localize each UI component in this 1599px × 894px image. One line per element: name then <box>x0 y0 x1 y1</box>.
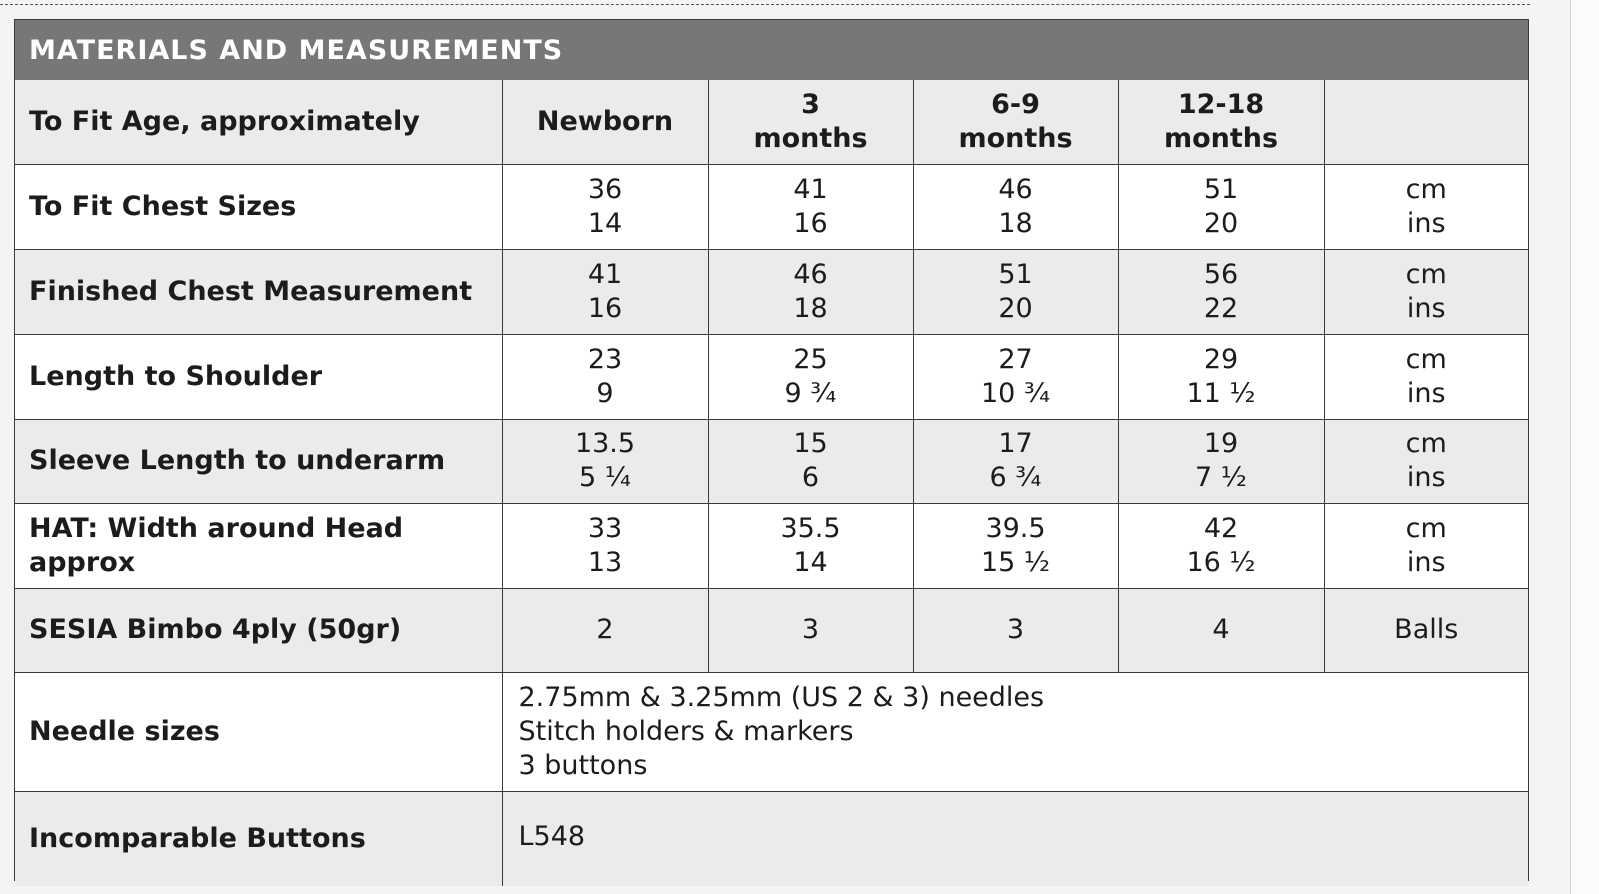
row-label: HAT: Width around Head approx <box>15 503 502 588</box>
table-cell: 46 18 <box>708 249 913 334</box>
size-header-newborn: Newborn <box>502 80 708 164</box>
row-label: Sleeve Length to underarm <box>15 419 502 503</box>
table-cell: 35.5 14 <box>708 503 913 588</box>
table-cell: 56 22 <box>1118 249 1324 334</box>
table-row <box>15 334 1528 419</box>
unit-cell: cm ins <box>1324 334 1528 419</box>
table-cell: 13.5 5 ¼ <box>502 419 708 503</box>
table-cell: 41 16 <box>708 164 913 249</box>
row-label: Incomparable Buttons <box>15 791 502 886</box>
table-row-buttons <box>15 791 1528 886</box>
table-cell: 3 <box>913 588 1118 672</box>
buttons-code: L548 <box>502 791 1528 886</box>
row-label: To Fit Age, approximately <box>15 80 502 164</box>
size-header-3-months: 3 months <box>708 80 913 164</box>
table-cell: 2 <box>502 588 708 672</box>
table-cell: 39.5 15 ½ <box>913 503 1118 588</box>
table-row-needles <box>15 672 1528 791</box>
row-label: To Fit Chest Sizes <box>15 164 502 249</box>
table-row <box>15 249 1528 334</box>
table-cell: 17 6 ¾ <box>913 419 1118 503</box>
unit-header <box>1324 80 1528 164</box>
row-label: Finished Chest Measurement <box>15 249 502 334</box>
table-cell: 51 20 <box>913 249 1118 334</box>
table-row-yarn <box>15 588 1528 672</box>
table-row-age <box>15 80 1528 164</box>
dashed-cut-line <box>0 4 1530 5</box>
unit-cell: cm ins <box>1324 419 1528 503</box>
materials-table-panel <box>14 19 1529 881</box>
row-label: Needle sizes <box>15 672 502 791</box>
unit-cell: cm ins <box>1324 249 1528 334</box>
table-cell: 4 <box>1118 588 1324 672</box>
table-cell: 41 16 <box>502 249 708 334</box>
table-row <box>15 164 1528 249</box>
table-cell: 19 7 ½ <box>1118 419 1324 503</box>
table-cell: 33 13 <box>502 503 708 588</box>
unit-cell: Balls <box>1324 588 1528 672</box>
unit-cell: cm ins <box>1324 164 1528 249</box>
table-cell: 42 16 ½ <box>1118 503 1324 588</box>
table-cell: 15 6 <box>708 419 913 503</box>
measurements-table <box>15 80 1528 886</box>
needles-details: 2.75mm & 3.25mm (US 2 & 3) needles Stitch holders & markers 3 buttons <box>502 672 1528 791</box>
table-cell: 27 10 ¾ <box>913 334 1118 419</box>
section-title: MATERIALS AND MEASUREMENTS <box>15 20 1528 80</box>
page-edge <box>1570 0 1599 894</box>
table-cell: 51 20 <box>1118 164 1324 249</box>
table-row <box>15 503 1528 588</box>
table-cell: 46 18 <box>913 164 1118 249</box>
table-cell: 29 11 ½ <box>1118 334 1324 419</box>
table-cell: 3 <box>708 588 913 672</box>
size-header-12-18-months: 12-18 months <box>1118 80 1324 164</box>
table-cell: 25 9 ¾ <box>708 334 913 419</box>
row-label: SESIA Bimbo 4ply (50gr) <box>15 588 502 672</box>
table-cell: 36 14 <box>502 164 708 249</box>
size-header-6-9-months: 6-9 months <box>913 80 1118 164</box>
table-cell: 23 9 <box>502 334 708 419</box>
unit-cell: cm ins <box>1324 503 1528 588</box>
row-label: Length to Shoulder <box>15 334 502 419</box>
table-row <box>15 419 1528 503</box>
